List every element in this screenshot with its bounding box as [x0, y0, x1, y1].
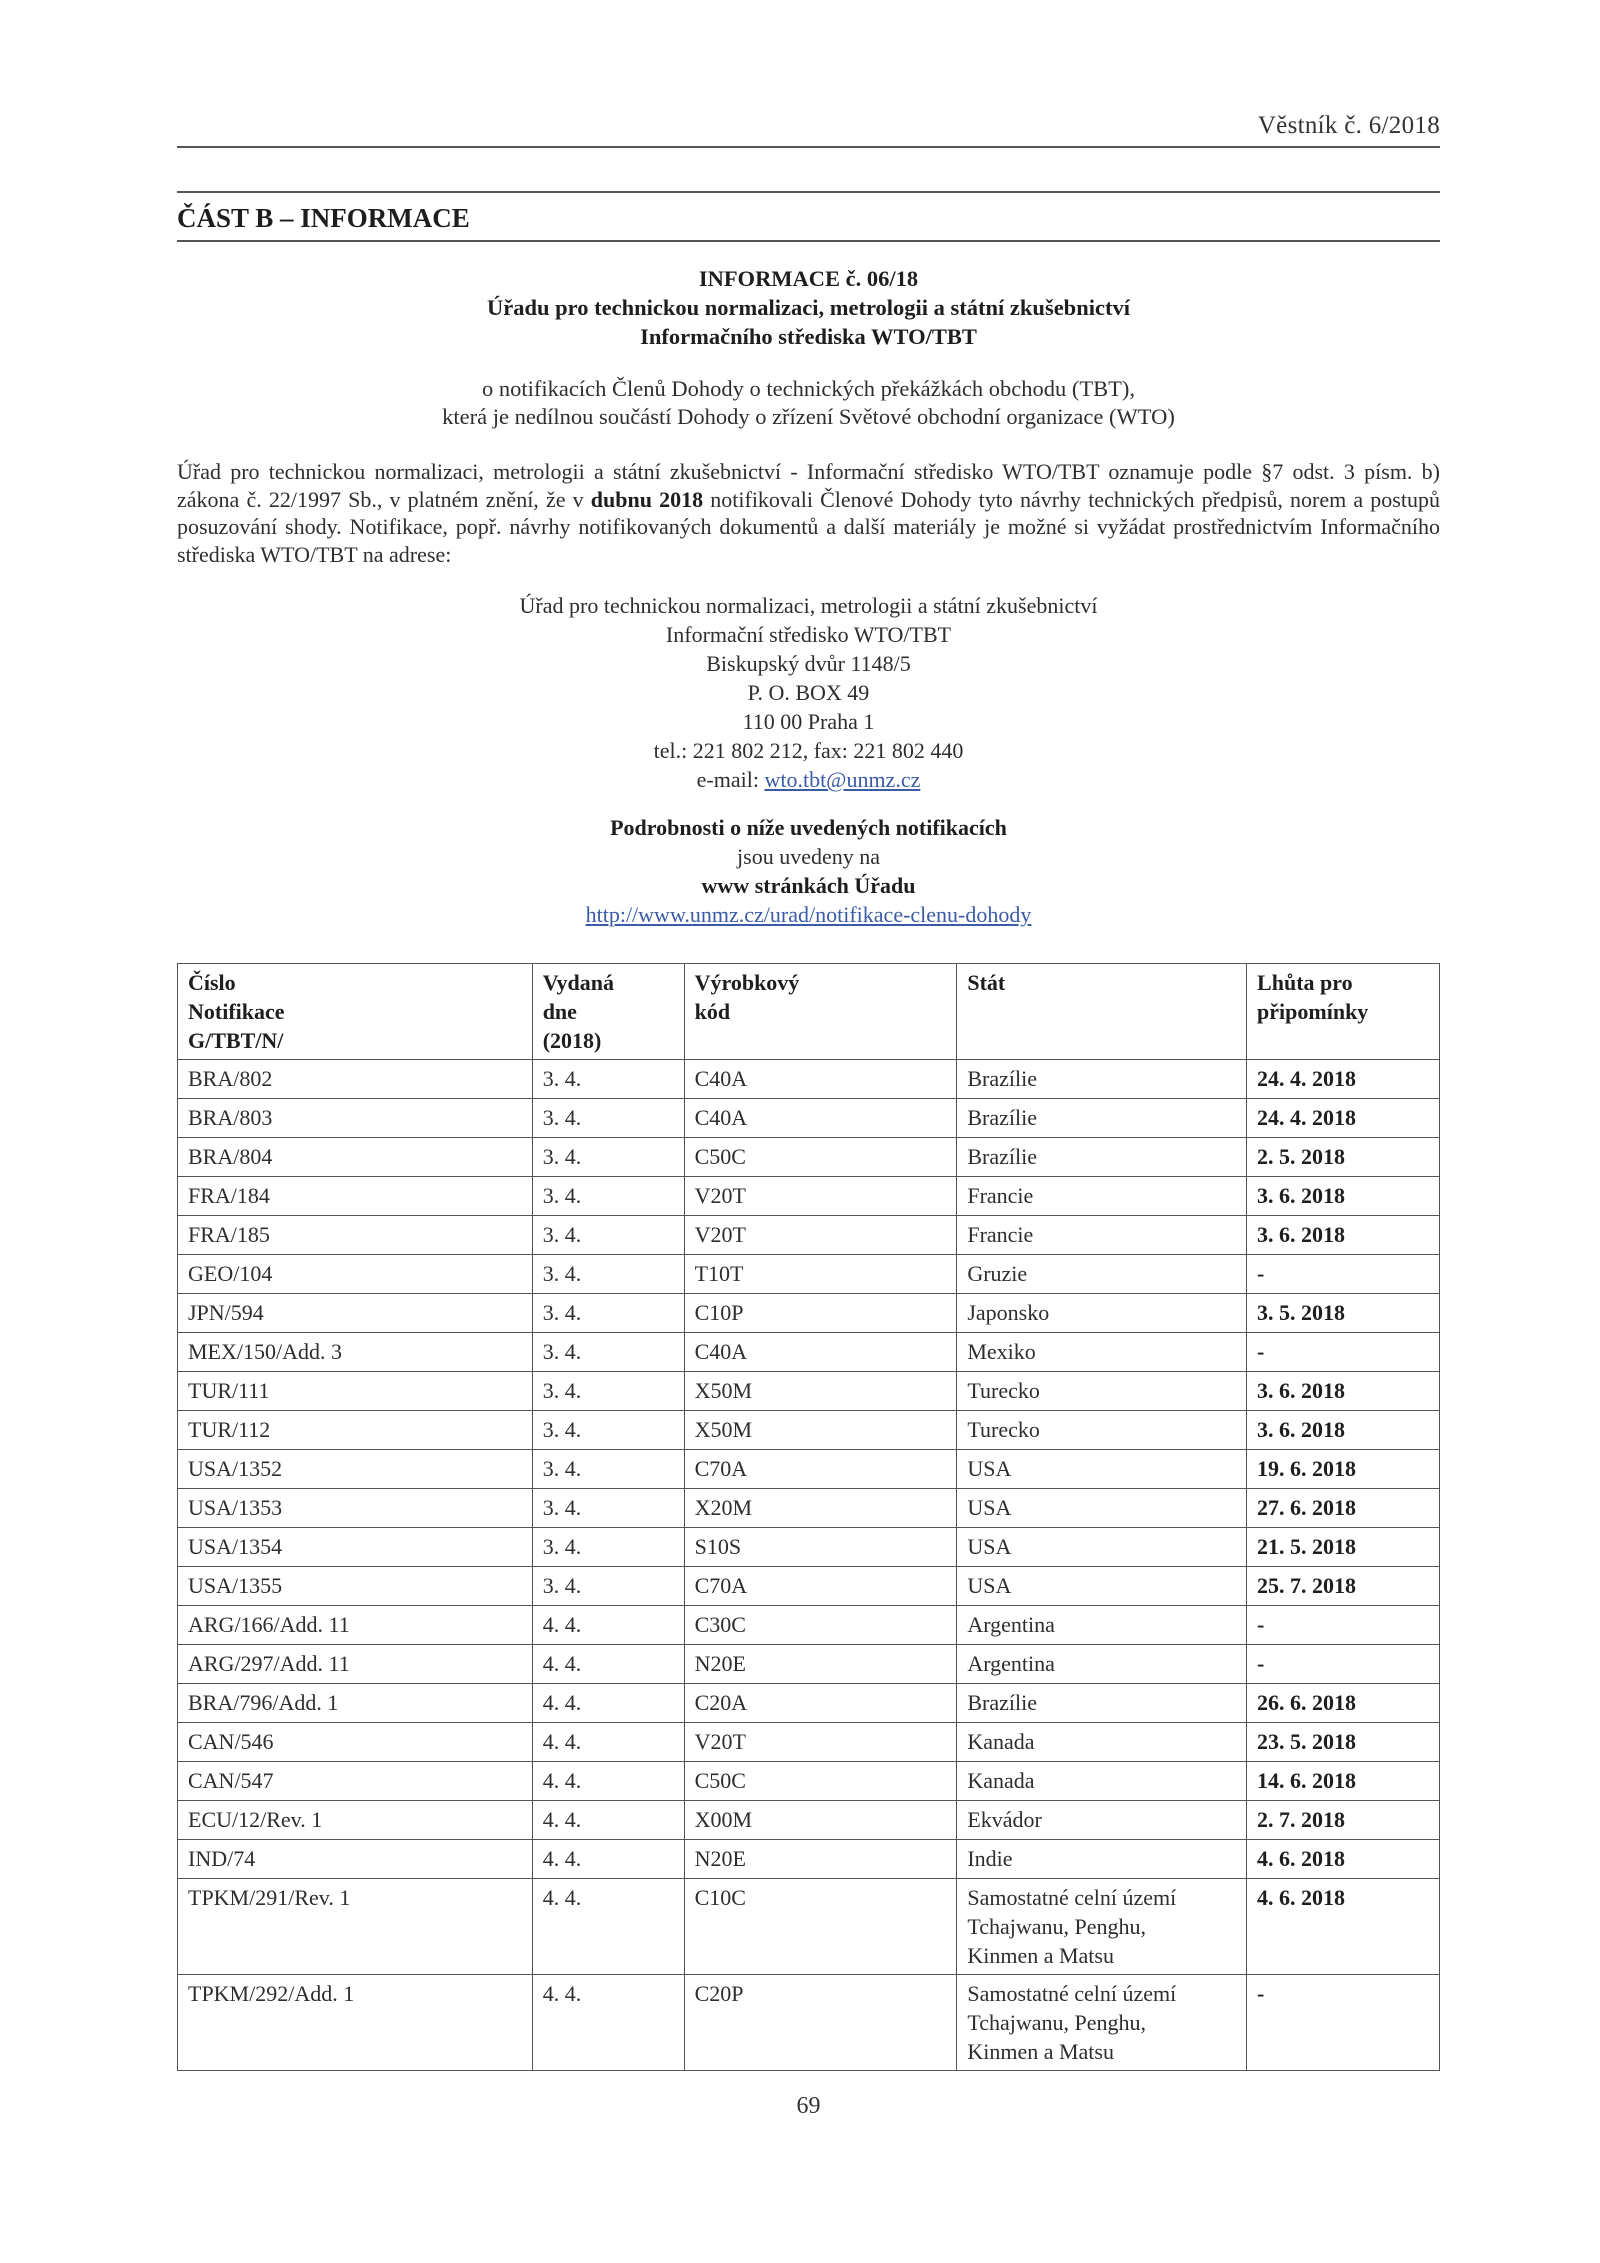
country-line: USA	[967, 1495, 1012, 1520]
product-code-cell: C40A	[684, 1333, 957, 1372]
section-title: ČÁST B – INFORMACE	[177, 203, 470, 233]
table-row	[178, 1333, 1440, 1372]
table-row	[178, 1489, 1440, 1528]
document-subtitle	[177, 375, 1440, 431]
issued-date-cell: 3. 4.	[532, 1333, 684, 1372]
comment-deadline-cell: 23. 5. 2018	[1247, 1723, 1440, 1762]
table-row	[178, 1975, 1440, 2071]
product-code-cell: C50C	[684, 1762, 957, 1801]
notification-number-cell: ARG/166/Add. 11	[178, 1606, 533, 1645]
email-label: e-mail:	[696, 767, 765, 792]
notification-number-cell: TPKM/292/Add. 1	[178, 1975, 533, 2071]
country-cell	[957, 1723, 1247, 1762]
notification-number-cell: JPN/594	[178, 1294, 533, 1333]
issued-date-cell: 3. 4.	[532, 1450, 684, 1489]
notification-number-cell: BRA/804	[178, 1138, 533, 1177]
issued-date-cell: 3. 4.	[532, 1216, 684, 1255]
notification-number-cell: FRA/185	[178, 1216, 533, 1255]
country-cell	[957, 1645, 1247, 1684]
product-code-cell: T10T	[684, 1255, 957, 1294]
contact-address	[177, 591, 1440, 794]
country-line: Turecko	[967, 1417, 1040, 1442]
table-row	[178, 1372, 1440, 1411]
email-link[interactable]: wto.tbt@unmz.cz	[764, 767, 921, 792]
product-code-cell: C40A	[684, 1060, 957, 1099]
product-code-cell: C70A	[684, 1567, 957, 1606]
country-line: Brazílie	[967, 1105, 1037, 1130]
page-number: 69	[796, 2093, 821, 2119]
notification-number-cell: IND/74	[178, 1840, 533, 1879]
issued-date-cell: 4. 4.	[532, 1840, 684, 1879]
notifications-table	[177, 963, 1440, 2071]
issued-date-cell: 3. 4.	[532, 1567, 684, 1606]
product-code-cell: N20E	[684, 1645, 957, 1684]
comment-deadline-cell: 3. 6. 2018	[1247, 1177, 1440, 1216]
country-cell	[957, 1177, 1247, 1216]
notification-number-cell: CAN/546	[178, 1723, 533, 1762]
issued-date-cell: 3. 4.	[532, 1489, 684, 1528]
issued-date-cell: 3. 4.	[532, 1060, 684, 1099]
title-line-1: INFORMACE č. 06/18	[698, 266, 919, 291]
country-line: Argentina	[967, 1651, 1055, 1676]
notification-number-cell: BRA/803	[178, 1099, 533, 1138]
subtitle-line-1: o notifikacích Členů Dohody o technických překážkách obchodu (TBT),	[482, 376, 1135, 401]
address-street: Biskupský dvůr 1148/5	[706, 651, 911, 676]
country-cell	[957, 1255, 1247, 1294]
notification-number-cell: FRA/184	[178, 1177, 533, 1216]
issued-date-cell: 4. 4.	[532, 1975, 684, 2071]
country-cell	[957, 1099, 1247, 1138]
product-code-cell: V20T	[684, 1216, 957, 1255]
comment-deadline-cell: 4. 6. 2018	[1247, 1879, 1440, 1975]
address-org: Úřad pro technickou normalizaci, metrologii a státní zkušebnictví	[519, 593, 1098, 618]
comment-deadline-cell: 3. 6. 2018	[1247, 1216, 1440, 1255]
country-cell	[957, 1060, 1247, 1099]
comment-deadline-cell: -	[1247, 1606, 1440, 1645]
notification-number-cell: USA/1352	[178, 1450, 533, 1489]
product-code-cell: V20T	[684, 1723, 957, 1762]
country-cell	[957, 1294, 1247, 1333]
product-code-cell: C50C	[684, 1138, 957, 1177]
table-row	[178, 1645, 1440, 1684]
issued-date-cell: 3. 4.	[532, 1099, 684, 1138]
table-row	[178, 1177, 1440, 1216]
issued-date-cell: 3. 4.	[532, 1138, 684, 1177]
country-cell	[957, 1216, 1247, 1255]
country-cell	[957, 1489, 1247, 1528]
product-code-cell: C70A	[684, 1450, 957, 1489]
table-row	[178, 1879, 1440, 1975]
table-row	[178, 1606, 1440, 1645]
table-row	[178, 1450, 1440, 1489]
subtitle-line-2: která je nedílnou součástí Dohody o zřízení Světové obchodní organizace (WTO)	[442, 404, 1175, 429]
country-cell	[957, 1372, 1247, 1411]
notification-number-cell: USA/1355	[178, 1567, 533, 1606]
product-code-cell: C10C	[684, 1879, 957, 1975]
header-issued-date: Vydaná dne (2018)	[532, 964, 684, 1060]
issued-date-cell: 4. 4.	[532, 1879, 684, 1975]
country-cell	[957, 1879, 1247, 1975]
details-line-3: www stránkách Úřadu	[701, 873, 916, 898]
comment-deadline-cell: 27. 6. 2018	[1247, 1489, 1440, 1528]
country-line: Gruzie	[967, 1261, 1028, 1286]
country-line: USA	[967, 1534, 1012, 1559]
issued-date-cell: 4. 4.	[532, 1801, 684, 1840]
issued-date-cell: 3. 4.	[532, 1372, 684, 1411]
comment-deadline-cell: 25. 7. 2018	[1247, 1567, 1440, 1606]
country-line: Mexiko	[967, 1339, 1036, 1364]
country-line: Samostatné celní území	[967, 1885, 1177, 1910]
country-cell	[957, 1333, 1247, 1372]
country-line: Ekvádor	[967, 1807, 1042, 1832]
issued-date-cell: 4. 4.	[532, 1606, 684, 1645]
product-code-cell: V20T	[684, 1177, 957, 1216]
issued-date-cell: 3. 4.	[532, 1411, 684, 1450]
details-line-1: Podrobnosti o níže uvedených notifikacích	[610, 815, 1007, 840]
product-code-cell: C10P	[684, 1294, 957, 1333]
notification-number-cell: ECU/12/Rev. 1	[178, 1801, 533, 1840]
comment-deadline-cell: 2. 5. 2018	[1247, 1138, 1440, 1177]
country-cell	[957, 1801, 1247, 1840]
issued-date-cell: 4. 4.	[532, 1684, 684, 1723]
country-cell	[957, 1840, 1247, 1879]
issued-date-cell: 3. 4.	[532, 1255, 684, 1294]
comment-deadline-cell: -	[1247, 1255, 1440, 1294]
table-row	[178, 1216, 1440, 1255]
issued-date-cell: 3. 4.	[532, 1177, 684, 1216]
country-cell	[957, 1138, 1247, 1177]
country-line: Argentina	[967, 1612, 1055, 1637]
details-notice	[177, 813, 1440, 929]
comment-deadline-cell: 3. 6. 2018	[1247, 1372, 1440, 1411]
comment-deadline-cell: 26. 6. 2018	[1247, 1684, 1440, 1723]
product-code-cell: S10S	[684, 1528, 957, 1567]
country-line: Tchajwanu, Penghu,	[967, 1914, 1147, 1939]
comment-deadline-cell: 14. 6. 2018	[1247, 1762, 1440, 1801]
notification-number-cell: USA/1354	[178, 1528, 533, 1567]
notification-number-cell: GEO/104	[178, 1255, 533, 1294]
table-row	[178, 1060, 1440, 1099]
notification-number-cell: TPKM/291/Rev. 1	[178, 1879, 533, 1975]
address-phone: tel.: 221 802 212, fax: 221 802 440	[653, 738, 964, 763]
comment-deadline-cell: -	[1247, 1333, 1440, 1372]
comment-deadline-cell: 24. 4. 2018	[1247, 1060, 1440, 1099]
country-line: Kinmen a Matsu	[967, 1943, 1114, 1968]
product-code-cell: X00M	[684, 1801, 957, 1840]
address-city: 110 00 Praha 1	[742, 709, 875, 734]
country-cell	[957, 1975, 1247, 2071]
issued-date-cell: 4. 4.	[532, 1645, 684, 1684]
country-line: Kanada	[967, 1729, 1035, 1754]
comment-deadline-cell: 3. 5. 2018	[1247, 1294, 1440, 1333]
title-line-2: Úřadu pro technickou normalizaci, metrologii a státní zkušebnictví	[487, 295, 1130, 320]
issued-date-cell: 4. 4.	[532, 1762, 684, 1801]
table-row	[178, 1138, 1440, 1177]
country-line: Brazílie	[967, 1690, 1037, 1715]
address-pobox: P. O. BOX 49	[747, 680, 870, 705]
header-notification-number: Číslo Notifikace G/TBT/N/	[178, 964, 533, 1060]
country-cell	[957, 1567, 1247, 1606]
product-code-cell: X50M	[684, 1372, 957, 1411]
section-divider-top	[177, 191, 1440, 193]
country-cell	[957, 1411, 1247, 1450]
issued-date-cell: 3. 4.	[532, 1294, 684, 1333]
document-title	[177, 264, 1440, 351]
notification-number-cell: BRA/796/Add. 1	[178, 1684, 533, 1723]
table-body	[178, 1060, 1440, 2071]
table-row	[178, 1528, 1440, 1567]
country-cell	[957, 1606, 1247, 1645]
product-code-cell: X20M	[684, 1489, 957, 1528]
notification-number-cell: MEX/150/Add. 3	[178, 1333, 533, 1372]
notifications-url-link[interactable]: http://www.unmz.cz/urad/notifikace-clenu-dohody	[585, 902, 1032, 927]
product-code-cell: C20P	[684, 1975, 957, 2071]
intro-bold-period: dubnu 2018	[590, 486, 704, 512]
notification-number-cell: TUR/111	[178, 1372, 533, 1411]
country-line: Francie	[967, 1222, 1034, 1247]
country-line: Francie	[967, 1183, 1034, 1208]
section-divider-bottom	[177, 240, 1440, 242]
table-row	[178, 1099, 1440, 1138]
product-code-cell: C20A	[684, 1684, 957, 1723]
header-comment-deadline: Lhůta pro připomínky	[1247, 964, 1440, 1060]
table-header-row	[178, 964, 1440, 1060]
comment-deadline-cell: 4. 6. 2018	[1247, 1840, 1440, 1879]
country-line: USA	[967, 1573, 1012, 1598]
country-line: Brazílie	[967, 1144, 1037, 1169]
country-cell	[957, 1528, 1247, 1567]
table-row	[178, 1840, 1440, 1879]
comment-deadline-cell: 21. 5. 2018	[1247, 1528, 1440, 1567]
comment-deadline-cell: -	[1247, 1645, 1440, 1684]
details-line-2: jsou uvedeny na	[737, 844, 880, 869]
table-row	[178, 1294, 1440, 1333]
address-email-line	[177, 765, 1440, 794]
intro-text-1: Úřad pro technickou normalizaci, metrologii a státní zkušebnictví - Informační středisko WTO/TBT oznamuje podle §7 odst. 3 písm. b) zákona č. 22/1997 Sb., v platném znění, že v	[177, 459, 1440, 512]
table-row	[178, 1762, 1440, 1801]
notification-number-cell: ARG/297/Add. 11	[178, 1645, 533, 1684]
country-cell	[957, 1684, 1247, 1723]
product-code-cell: C30C	[684, 1606, 957, 1645]
header-product-code: Výrobkový kód	[684, 964, 957, 1060]
title-line-3: Informačního střediska WTO/TBT	[640, 324, 977, 349]
country-line: Samostatné celní území	[967, 1981, 1177, 2006]
comment-deadline-cell: 19. 6. 2018	[1247, 1450, 1440, 1489]
header-country: Stát	[957, 964, 1247, 1060]
comment-deadline-cell: 2. 7. 2018	[1247, 1801, 1440, 1840]
country-line: Turecko	[967, 1378, 1040, 1403]
notification-number-cell: USA/1353	[178, 1489, 533, 1528]
issued-date-cell: 3. 4.	[532, 1528, 684, 1567]
country-cell	[957, 1762, 1247, 1801]
intro-text-2: notifikovali Členové Dohody tyto návrhy technických předpisů, norem a postupů posuzování shody. Notifikace, popř. návrhy notifikovaných dokumentů a další materiály je možné si vyžádat prostřednictvím Informačního střediska WTO/TBT na adrese:	[177, 486, 1440, 567]
table-row	[178, 1411, 1440, 1450]
intro-paragraph	[177, 458, 1440, 568]
notification-number-cell: BRA/802	[178, 1060, 533, 1099]
table-row	[178, 1684, 1440, 1723]
country-line: Kanada	[967, 1768, 1035, 1793]
address-dept: Informační středisko WTO/TBT	[665, 622, 952, 647]
issued-date-cell: 4. 4.	[532, 1723, 684, 1762]
table-row	[178, 1723, 1440, 1762]
product-code-cell: N20E	[684, 1840, 957, 1879]
running-header: Věstník č. 6/2018	[1257, 112, 1440, 139]
product-code-cell: C40A	[684, 1099, 957, 1138]
country-line: USA	[967, 1456, 1012, 1481]
table-row	[178, 1801, 1440, 1840]
country-line: Japonsko	[967, 1300, 1050, 1325]
header-divider	[177, 146, 1440, 148]
notification-number-cell: CAN/547	[178, 1762, 533, 1801]
country-line: Brazílie	[967, 1066, 1037, 1091]
country-line: Tchajwanu, Penghu,	[967, 2010, 1147, 2035]
product-code-cell: X50M	[684, 1411, 957, 1450]
comment-deadline-cell: -	[1247, 1975, 1440, 2071]
comment-deadline-cell: 3. 6. 2018	[1247, 1411, 1440, 1450]
table-row	[178, 1255, 1440, 1294]
country-line: Kinmen a Matsu	[967, 2039, 1114, 2064]
comment-deadline-cell: 24. 4. 2018	[1247, 1099, 1440, 1138]
country-line: Indie	[967, 1846, 1013, 1871]
country-cell	[957, 1450, 1247, 1489]
table-row	[178, 1567, 1440, 1606]
notification-number-cell: TUR/112	[178, 1411, 533, 1450]
